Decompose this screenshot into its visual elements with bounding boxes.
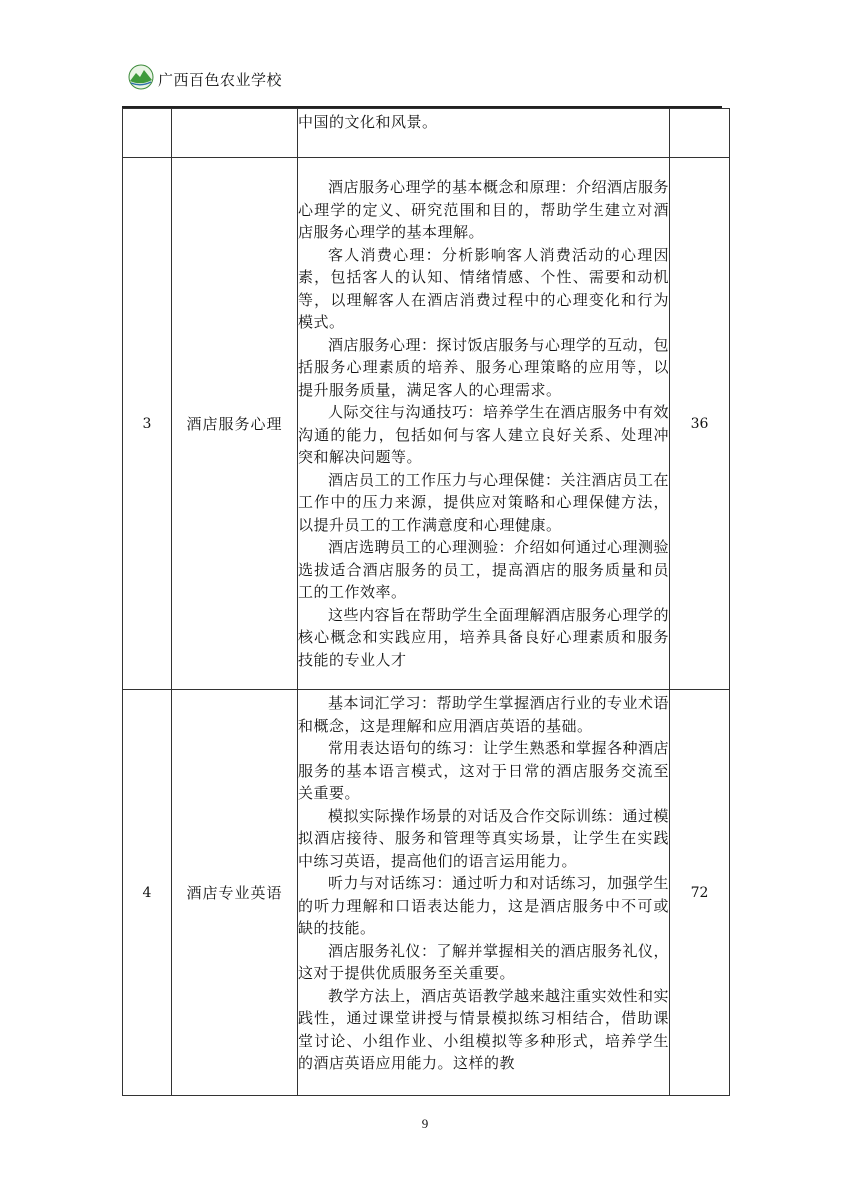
content-paragraph: 这些内容旨在帮助学生全面理解酒店服务心理学的核心概念和实践应用，培养具备良好心理素质和服务技能的专业人才 [298, 605, 670, 669]
content-paragraph: 听力与对话练习：通过听力和对话练习，加强学生的听力理解和口语表达能力，这是酒店服务中不可或缺的技能。 [298, 874, 670, 937]
course-name: 酒店服务心理 [172, 158, 298, 690]
content-paragraph: 酒店选聘员工的心理测验：介绍如何通过心理测验选拔适合酒店服务的员工，提高酒店的服务质量和员工的工作效率。 [298, 538, 670, 601]
course-content [298, 690, 670, 1096]
table-row [123, 109, 730, 158]
content-paragraph: 教学方法上，酒店英语教学越来越注重实效性和实践性，通过课堂讲授与情景模拟练习相结合，借助课堂讨论、小组作业、小组模拟等多种形式，培养学生的酒店英语应用能力。这样的教 [298, 986, 670, 1072]
row-index: 4 [123, 690, 172, 1096]
content-paragraph: 客人消费心理：分析影响客人消费活动的心理因素，包括客人的认知、情绪情感、个性、需要和动机等，以理解客人在酒店消费过程中的心理变化和行为模式。 [298, 245, 669, 331]
content-paragraph: 中国的文化和风景。 [298, 113, 438, 131]
curriculum-table [122, 108, 730, 1096]
content-paragraph: 常用表达语句的练习：让学生熟悉和掌握各种酒店服务的基本语言模式，这对于日常的酒店服务交流至关重要。 [298, 739, 670, 802]
course-name [172, 109, 298, 158]
course-name: 酒店专业英语 [172, 690, 298, 1096]
content-paragraph: 模拟实际操作场景的对话及合作交际训练：通过模拟酒店接待、服务和管理等真实场景，让学生在实践中练习英语，提高他们的语言运用能力。 [298, 806, 670, 870]
green-mountain-logo-icon [128, 64, 154, 90]
table-row [123, 158, 730, 690]
table-row [123, 690, 730, 1096]
content-paragraph: 人际交往与沟通技巧：培养学生在酒店服务中有效沟通的能力，包括如何与客人建立良好关系、处理冲突和解决问题等。 [298, 403, 670, 466]
course-hours: 72 [670, 690, 730, 1096]
page-header [128, 62, 728, 92]
content-paragraph: 酒店员工的工作压力与心理保健：关注酒店员工在工作中的压力来源，提供应对策略和心理保健方法，以提升员工的工作满意度和心理健康。 [298, 470, 670, 534]
row-index: 3 [123, 158, 172, 690]
school-name: 广西百色农业学校 [158, 71, 283, 89]
content-paragraph: 酒店服务心理：探讨饭店服务与心理学的互动，包括服务心理素质的培养、服务心理策略的应用等，以提升服务质量，满足客人的心理需求。 [298, 335, 670, 399]
content-paragraph: 基本词汇学习：帮助学生掌握酒店行业的专业术语和概念，这是理解和应用酒店英语的基础。 [298, 694, 670, 735]
content-paragraph: 酒店服务心理学的基本概念和原理：介绍酒店服务心理学的定义、研究范围和目的，帮助学生建立对酒店服务心理学的基本理解。 [298, 178, 670, 241]
course-hours [670, 109, 730, 158]
content-paragraph: 酒店服务礼仪：了解并掌握相关的酒店服务礼仪，这对于提供优质服务至关重要。 [298, 941, 670, 982]
course-content [298, 158, 670, 690]
row-index [123, 109, 172, 158]
course-hours: 36 [670, 158, 730, 690]
page-number: 9 [421, 1116, 429, 1131]
course-content [298, 109, 670, 158]
